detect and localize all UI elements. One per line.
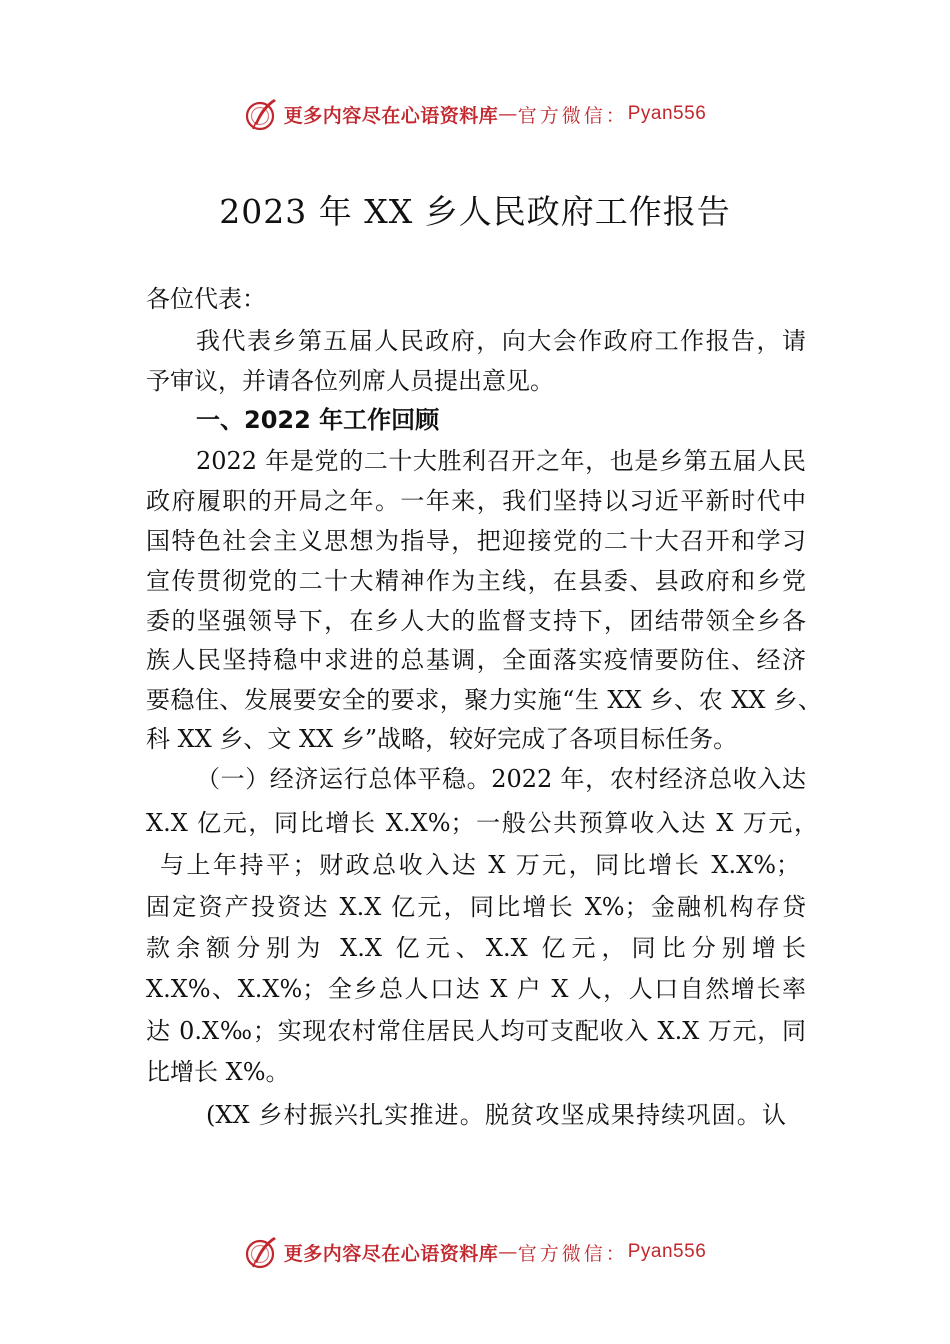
paragraph-line: X.X%、X.X%；全乡总人口达 X 户 X 人，人口自然增长率 [146,975,806,1003]
watermark-banner-top [0,92,950,136]
paragraph-line: 要稳住、发展要安全的要求，聚力实施“生 XX 乡、农 XX 乡、 [146,686,822,714]
watermark-separator: — [498,1241,518,1263]
paragraph-line: 委的坚强领导下，在乡人大的监督支持下，团结带领全乡各 [146,607,806,635]
paragraph-line: 科 XX 乡、文 XX 乡”战略，较好完成了各项目标任务。 [146,725,738,753]
paragraph-line: 款余额分别为 X.X 亿元、X.X 亿元，同比分别增长 [146,934,806,962]
paragraph-line: 族人民坚持稳中求进的总基调，全面落实疫情要防住、经济 [146,646,806,674]
watermark-wechat-id: Pyan556 [627,103,707,124]
paragraph-line: 与上年持平；财政总收入达 X 万元，同比增长 X.X%； [160,851,800,879]
paragraph-line: （一）经济运行总体平稳。2022 年，农村经济总收入达 [196,765,806,793]
watermark-label: 官方微信： [517,104,628,127]
document-title: 2023 年 XX 乡人民政府工作报告 [219,192,731,231]
paragraph-line: 比增长 X%。 [146,1058,290,1086]
watermark-label: 官方微信： [517,1242,628,1265]
paragraph-line: 政府履职的开局之年。一年来，我们坚持以习近平新时代中 [146,487,806,515]
paragraph-line: 国特色社会主义思想为指导，把迎接党的二十大召开和学习 [146,527,806,555]
watermark-separator: — [498,103,518,125]
watermark-brand: 更多内容尽在心语资料库 [283,1242,499,1265]
paragraph-line: (XX 乡村振兴扎实推进。脱贫攻坚成果持续巩固。认 [206,1101,786,1129]
paragraph-line: 予审议，并请各位列席人员提出意见。 [146,367,554,395]
watermark-wechat-id: Pyan556 [627,1241,707,1262]
watermark-brand: 更多内容尽在心语资料库 [283,104,499,127]
watermark-banner-bottom [0,1230,950,1274]
salutation: 各位代表： [146,285,266,313]
paragraph-line: 我代表乡第五届人民政府，向大会作政府工作报告，请 [196,327,806,355]
quill-logo-icon [244,1234,280,1270]
paragraph-line: X.X 亿元，同比增长 X.X%；一般公共预算收入达 X 万元， [146,809,818,837]
quill-logo-icon [244,96,280,132]
paragraph-line: 2022 年是党的二十大胜利召开之年，也是乡第五届人民 [196,447,806,475]
paragraph-line: 固定资产投资达 X.X 亿元，同比增长 X%；金融机构存贷 [146,893,806,921]
section-heading: 一、2022 年工作回顾 [196,406,440,434]
paragraph-line: 宣传贯彻党的二十大精神作为主线，在县委、县政府和乡党 [146,567,806,595]
paragraph-line: 达 0.X‰；实现农村常住居民人均可支配收入 X.X 万元，同 [146,1017,806,1045]
